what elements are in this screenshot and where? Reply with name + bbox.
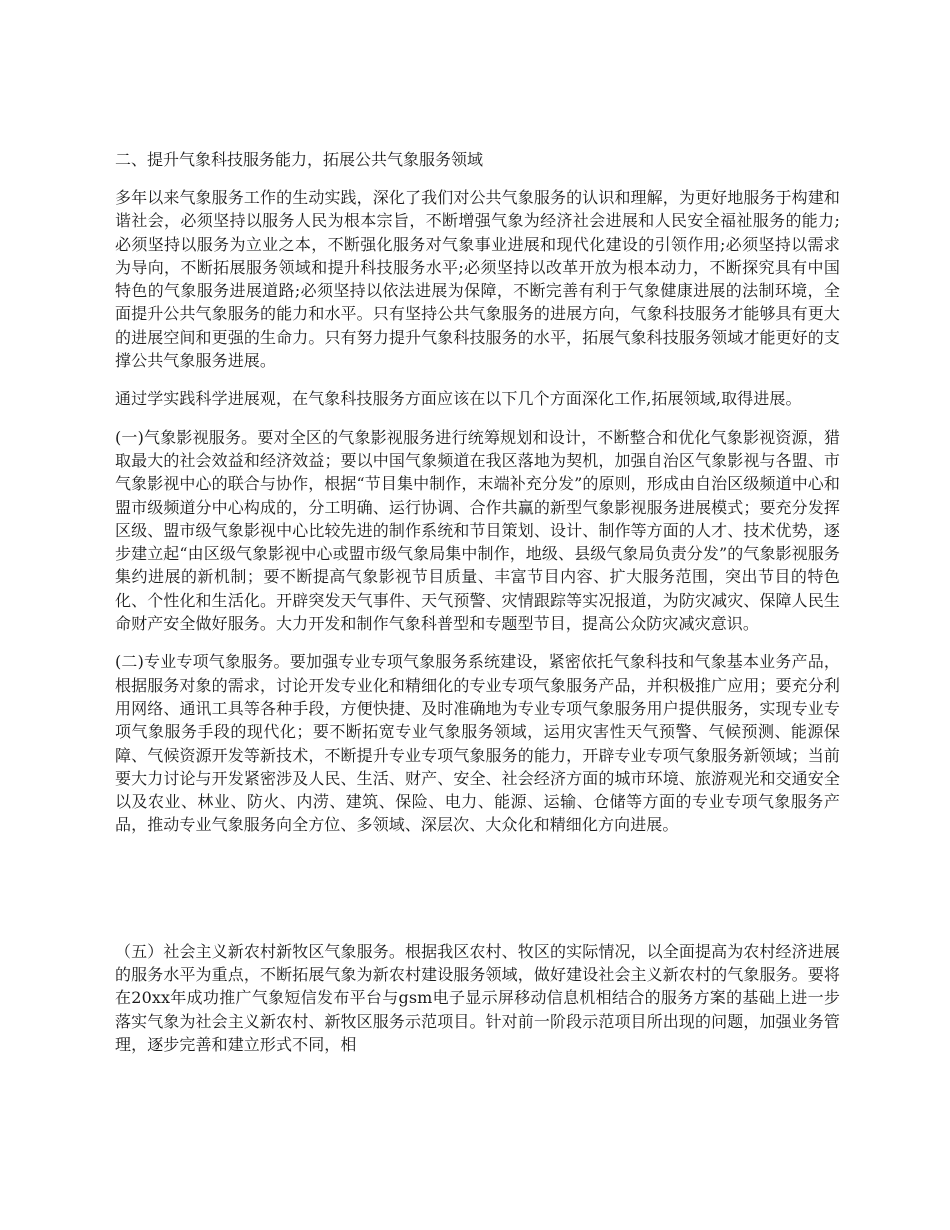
document-page: [115, 148, 840, 1071]
paragraph-specialized-service: (二)专业专项气象服务。要加强专业专项气象服务系统建设，紧密依托气象科技和气象基本业务产品，根据服务对象的需求，讨论开发专业化和精细化的专业专项气象服务产品，并积极推广应用；要充分利用网络、通讯工具等各种手段，方便快捷、及时准确地为专业专项气象服务用户提供服务，实现专业专项气象服务手段的现代化；要不断拓宽专业气象服务领域，运用灾害性天气预警、气候预测、能源保障、气候资源开发等新技术，不断提升专业专项气象服务的能力，开辟专业专项气象服务新领域；当前要大力讨论与开发紧密涉及人民、生活、财产、安全、社会经济方面的城市环境、旅游观光和交通安全以及农业、林业、防火、内涝、建筑、保险、电力、能源、运输、仓储等方面的专业专项气象服务产品，推动专业气象服务向全方位、多领域、深层次、大众化和精细化方向进展。: [115, 652, 840, 835]
section-heading: 二、提升气象科技服务能力，拓展公共气象服务领域: [115, 150, 484, 169]
paragraph-weather-tv-service: (一)气象影视服务。要对全区的气象影视服务进行统筹规划和设计，不断整合和优化气象影视资源，猎取最大的社会效益和经济效益；要以中国气象频道在我区落地为契机，加强自治区气象影视与各盟、市气象影视中心的联合与协作，根据“节目集中制作，末端补充分发”的原则，形成由自治区级频道中心和盟市级频道分中心构成的，分工明确、运行协调、合作共赢的新型气象影视服务进展模式；要充分发挥区级、盟市级气象影视中心比较先进的制作系统和节目策划、设计、制作等方面的人才、技术优势，逐步建立起“由区级气象影视中心或盟市级气象局集中制作，地级、县级气象局负责分发”的气象影视服务集约进展的新机制；要不断提高气象影视节目质量、丰富节目内容、扩大服务范围，突出节目的特色化、个性化和生活化。开辟突发天气事件、天气预警、灾情跟踪等实况报道，为防灾减灾、保障人民生命财产安全做好服务。大力开发和制作气象科普型和专题型节目，提高公众防灾减灾意识。: [115, 427, 840, 634]
paragraph-rural-service: （五）社会主义新农村新牧区气象服务。根据我区农村、牧区的实际情况，以全面提高为农村经济进展的服务水平为重点，不断拓展气象为新农村建设服务领域，做好建设社会主义新农村的气象服务。要将在20xx年成功推广气象短信发布平台与gsm电子显示屏移动信息机相结合的服务方案的基础上进一步落实气象为社会主义新农村、新牧区服务示范项目。针对前一阶段示范项目所出现的问题，加强业务管理，逐步完善和建立形式不同，相: [115, 941, 840, 1054]
paragraph-principles: 多年以来气象服务工作的生动实践，深化了我们对公共气象服务的认识和理解，为更好地服务于构建和谐社会，必须坚持以服务人民为根本宗旨，不断增强气象为经济社会进展和人民安全福祉服务的能力;必须坚持以服务为立业之本，不断强化服务对气象事业进展和现代化建设的引领作用;必须坚持以需求为导向，不断拓展服务领域和提升科技服务水平;必须坚持以改革开放为根本动力，不断探究具有中国特色的气象服务进展道路;必须坚持以依法进展为保障，不断完善有利于气象健康进展的法制环境，全面提升公共气象服务的能力和水平。只有坚持公共气象服务的进展方向，气象科技服务才能够具有更大的进展空间和更强的生命力。只有努力提升气象科技服务的水平，拓展气象科技服务领域才能更好的支撑公共气象服务进展。: [115, 188, 840, 371]
paragraph-intro: 通过学实践科学进展观，在气象科技服务方面应该在以下几个方面深化工作,拓展领域,取得进展。: [115, 389, 802, 409]
section-gap: [115, 852, 840, 940]
